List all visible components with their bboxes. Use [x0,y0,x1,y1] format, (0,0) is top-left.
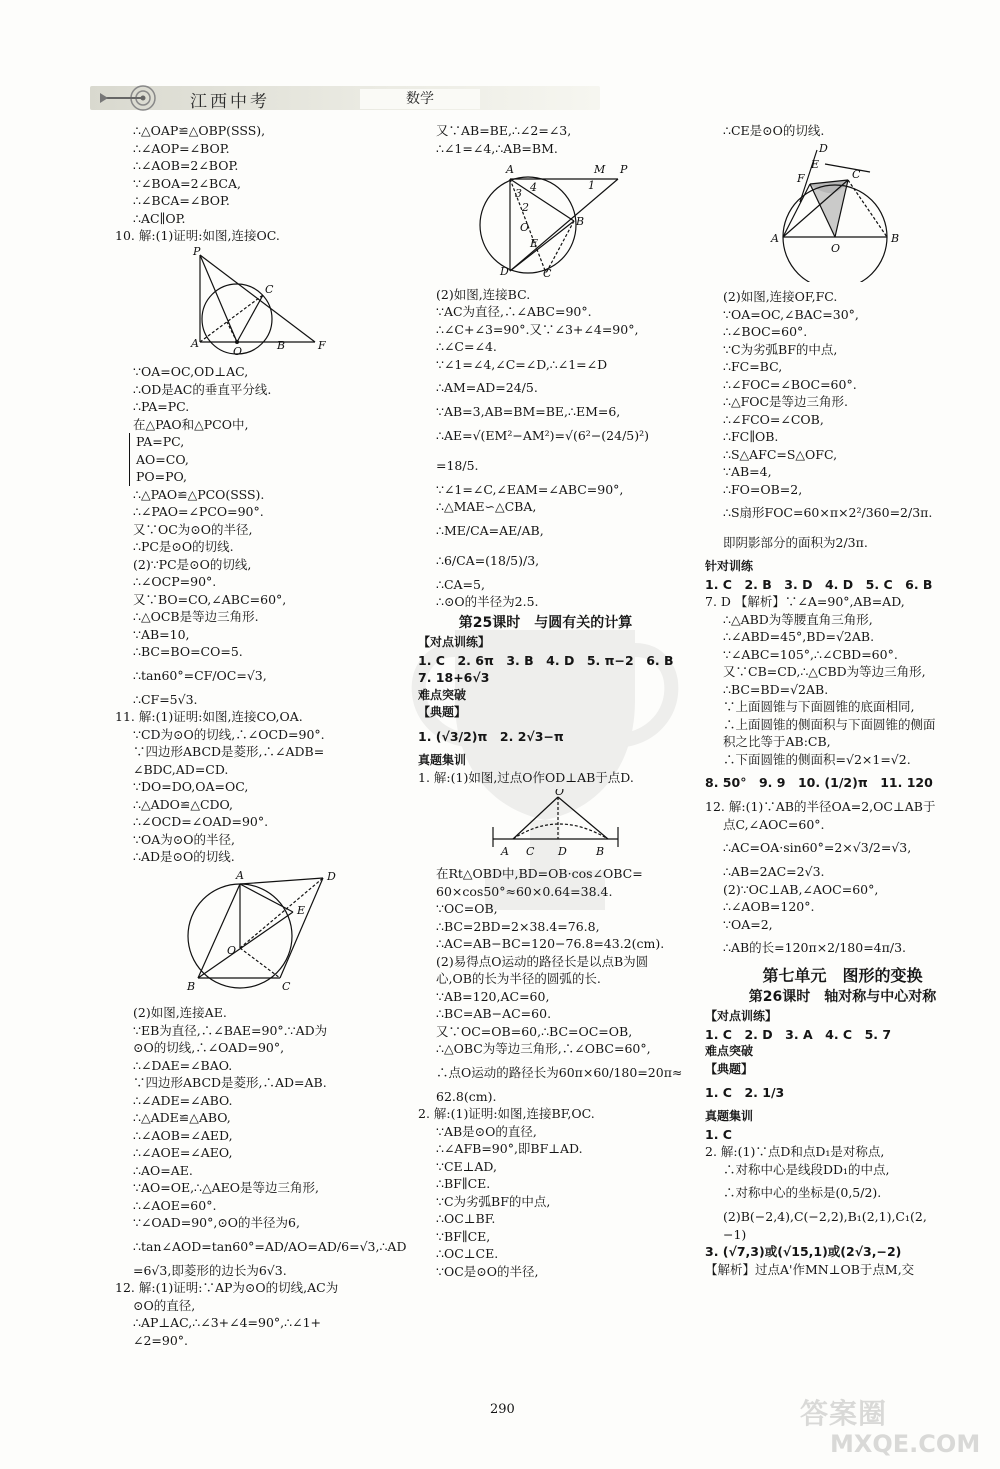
text-line: ∴AB的长=120π×2/180=4π/3. [723,940,906,955]
text-line: 又∵CB=CD,∴△CBD为等边三角形, [723,664,926,679]
text-line: ∴AE=√(EM²−AM²)=√(6²−(24/5)²) [436,427,650,443]
text-line: ∵AB=4, [723,464,772,479]
text-line: ∴BC=2BD=2×38.4=76.8, [436,918,600,934]
section-tag: 【典题】 [418,705,467,719]
section-tag: 难点突破 [418,687,467,702]
text-line: ∴△FOC是等边三角形. [723,394,849,409]
answer-row: 1. C 2. B 3. D 4. D 5. C 6. B [705,576,933,592]
fig-label: B [576,215,585,228]
fig-label: 1 [588,179,595,192]
fig-label: E [811,157,820,171]
text-line: ∴∠FCO=∠COB, [723,411,824,427]
answer-row: 1. C 2. 6π 3. B 4. D 5. π−2 6. B [418,652,674,668]
text-line: ∵OC是⊙O的半径, [436,1263,539,1279]
text-line: ∵上面圆锥与下面圆锥的底面相同, [723,699,915,714]
fig-label: A [191,336,199,350]
question-12: 12. 解:(1)证明:∵AP为⊙O的切线,AC为 [115,1280,339,1295]
text-line: ∴△OAP≌△OBP(SSS), [133,123,266,138]
text-line: ∴上面圆锥的侧面积与下面圆锥的侧面 [723,716,936,732]
text-line: (2)∵PC是⊙O的切线, [133,556,252,572]
text-line: ∴对称中心的坐标是(0,5/2). [723,1185,882,1200]
text-line: ∵AC为直径,∴∠ABC=90°. [436,304,592,319]
text-line: ∴∠BCA=∠BOP. [133,193,230,208]
text-line: ∴∠PAO=∠PCO=90°. [133,504,264,519]
text-line: ∴OC⊥BF. [436,1211,496,1226]
text-line: ∴ME/CA=AE/AB, [436,522,544,538]
text-line: ∴∠BOC=60°. [723,324,808,339]
section-tag: 【对点训练】 [418,635,491,649]
section-tag: 针对训练 [705,559,754,573]
text-line: 又∵BO=CO,∠ABC=60°, [133,591,287,607]
text-line: ∵∠1=∠C,∠EAM=∠ABC=90°, [436,481,624,497]
text-line: 又∵OC=OB=60,∴BC=OC=OB, [436,1023,633,1039]
text-line: ∵C为劣弧BF的中点, [723,341,838,357]
fig-label: D [500,265,509,278]
answer-row: 1. C 2. D 3. A 4. C 5. 7 [705,1026,892,1042]
section-tag: 难点突破 [705,1044,754,1058]
text-line: ∴BC=BO=CO=5. [133,644,243,659]
section-tag: 【典题】 [705,1061,754,1076]
text-line: ∴∠AOE=∠AEO, [133,1145,233,1160]
text-line: ∵AB=3,AB=BM=BE,∴EM=6, [436,404,621,419]
text-line: ∵OA为⊙O的半径, [133,831,235,847]
text-line: ∴AB=2AC=2√3. [723,864,825,879]
text-line: ∴AP⊥AC,∴∠3+∠4=90°,∴∠1+ [133,1315,322,1330]
section-tag: 真题集训 [705,1109,754,1123]
fig-label: O [520,221,530,234]
question-1: 1. 解:(1)如图,过点O作OD⊥AB于点D. [418,770,634,785]
system-line: PO=PO, [129,468,390,486]
text-line: ∴对称中心是线段DD₁的中点, [723,1161,890,1177]
text-line: =18/5. [436,457,479,473]
text-line: ∴点O运动的路径长为60π×60/180=20π≈ [436,1064,683,1080]
text-line: ∠2=90°. [133,1332,189,1348]
text-line: ∴AM=AD=24/5. [436,380,538,395]
text-line: ∴BF∥CE. [436,1176,491,1191]
text-line: 【解析】过点A'作MN⊥OB于点M,交 [705,1261,915,1277]
lesson-26-title: 第26课时 轴对称与中心对称 [748,988,937,1005]
text-line: ∴OD是AC的垂直平分线. [133,381,272,397]
text-line: 在△PAO和△PCO中, [133,416,249,432]
text-line: ∴FC=BC, [723,359,783,374]
text-line: ∵AO=OE,∴△AEO是等边三角形, [133,1180,319,1195]
text-line: 又∵OC为⊙O的半径, [133,521,253,537]
text-line: ∴AC∥OP. [133,210,186,226]
answer-column-middle [418,122,683,1280]
page-number: 290 [490,1402,515,1417]
section-tag: 真题集训 [418,752,467,767]
text-line: 60×cos50°≈60×0.64=38.4. [436,883,613,899]
text-line: ∵OC=OB, [436,901,498,916]
text-line: (2)B(−2,4),C(−2,2),B₁(2,1),C₁(2, [723,1209,927,1224]
text-line: ∴AC=OA·sin60°=2×√3/2=√3, [723,840,912,855]
text-line: 62.8(cm). [436,1088,497,1104]
figure-q2-shaded [705,142,965,282]
book-title: 江西中考 [190,92,270,112]
text-line: ⊙O的切线,∴∠OAD=90°, [133,1040,285,1055]
text-line: ∴tan60°=CF/OC=√3, [133,667,267,683]
text-line: ∴△OCB是等边三角形. [133,609,259,624]
text-line: (2)∵OC⊥AB,∠AOC=60°, [723,881,879,897]
fig-label: O [831,241,841,255]
text-line: ⊙O的直径, [133,1297,196,1313]
fig-label: A [506,163,514,176]
text-line: ∴6/CA=(18/5)/3, [436,552,540,568]
text-line: ∵AB=10, [133,626,190,642]
answer-row: 1. C [705,1126,732,1142]
text-line: ∴OC⊥CE. [436,1246,499,1261]
fig-label: B [187,979,196,993]
fig-label: A [236,868,244,882]
text-line: ∴⊙O的半径为2.5. [436,594,539,609]
text-line: ∴AO=AE. [133,1162,193,1178]
fig-label: E [297,903,306,917]
text-line: ∴BC=AB−AC=60. [436,1006,552,1021]
text-line: ∴CF=5√3. [133,691,198,707]
text-line: ∴PA=PC. [133,399,190,414]
unit-7-title: 第七单元 图形的变换 [762,966,923,985]
text-line: ∴AD是⊙O的切线. [133,849,235,864]
fig-label: 3 [515,187,522,200]
text-line: ∴∠DAE=∠BAO. [133,1057,233,1073]
text-line: ∴∠OCD=∠OAD=90°. [133,814,269,829]
figure-q10 [115,247,375,357]
text-line: ∴∠ABD=45°,BD=√2AB. [723,629,875,644]
text-line: ∠BDC,AD=CD. [133,761,229,777]
text-line: ∵OA=2, [723,916,773,932]
answer-column-left [115,122,407,1349]
figure-q11 [115,868,375,998]
text-line: ∵∠1=∠4,∠C=∠D,∴∠1=∠D [436,356,608,372]
text-line: ∵OA=OC,OD⊥AC, [133,364,249,379]
text-line: ∴CA=5, [436,576,485,592]
text-line: ∴AC=AB−BC=120−76.8=43.2(cm). [436,936,665,951]
text-line: ∵∠BOA=2∠BCA, [133,175,242,191]
text-line: ∵AB是⊙O的直径, [436,1123,537,1139]
text-line: ∵∠ABC=105°,∴∠CBD=60°. [723,646,898,662]
text-line: (2)如图,连接AE. [133,1005,227,1020]
text-line: ∴△ADO≌△CDO, [133,796,234,812]
system-line: AO=CO, [129,451,390,469]
fig-label: P [193,246,201,258]
text-line: ∴∠AOB=2∠BOP. [133,158,239,173]
text-line: ∴△OBC为等边三角形,∴∠OBC=60°, [436,1041,651,1056]
text-line: ∴tan∠AOD=tan60°=AD/AO=AD/6=√3,∴AD [133,1238,407,1254]
text-line: −1) [723,1226,747,1242]
text-line: ∴S△AFC=S△OFC, [723,446,838,462]
answer-row: 1. (√3/2)π 2. 2√3−π [418,728,564,744]
text-line: ∴∠AFB=90°,即BF⊥AD. [436,1141,583,1156]
text-line: ∴∠AOE=60°. [133,1197,217,1213]
fig-label: B [277,338,286,352]
text-line: ∴BC=BD=√2AB. [723,681,829,697]
fig-label: C [543,267,552,279]
text-line: ∵C为劣弧BF的中点, [436,1193,551,1209]
text-line: ∴∠C=∠4. [436,339,497,354]
text-line: ∵EB为直径,∴∠BAE=90°.∵AD为 [133,1022,328,1038]
text-line: ∴S扇形FOC=60×π×2²/360=2/3π. [723,505,933,520]
question-12: 12. 解:(1)∵AB的半径OA=2,OC⊥AB于 [705,799,936,814]
answer-row: 8. 50° 9. 9 10. (1/2)π 11. 120 [705,775,933,790]
text-line: ∵BF∥CE, [436,1228,491,1244]
text-line: 在Rt△OBD中,BD=OB·cos∠OBC= [436,866,643,881]
fig-label: B [596,844,605,858]
text-line: ∴∠FOC=∠BOC=60°. [723,376,857,392]
lesson-25-title: 第25课时 与圆有关的计算 [458,614,633,631]
question-11: 11. 解:(1)证明:如图,连接CO,OA. [115,709,303,724]
fig-label: O [555,788,565,798]
fig-label: F [797,171,805,185]
site-watermark-url: MXQE.COM [830,1430,981,1458]
fig-label: P [620,163,628,176]
text-line: ∴∠AOP=∠BOP. [133,140,230,156]
text-line: ∵四边形ABCD是菱形,∴∠ADB= [133,744,325,759]
fig-label: O [233,344,243,357]
fig-label: E [530,237,539,250]
text-line: ∴∠AOB=120°. [723,899,815,914]
text-line: ∴FC∥OB. [723,429,779,444]
text-line: (2)易得点O运动的路径长是以点B为圆 [436,953,649,969]
text-line: ∴△ABD为等腰直角三角形, [723,611,873,627]
site-watermark: 答案圈 [800,1397,888,1430]
figure-lesson25-q1 [418,789,668,859]
text-line: ∴PC是⊙O的切线. [133,539,234,554]
fig-label: 4 [530,181,537,194]
text-line: ∵DO=DO,OA=OC, [133,779,249,794]
subject-label: 数学 [360,89,480,109]
page-header [90,80,600,114]
text-line: ∵四边形ABCD是菱形,∴AD=AB. [133,1075,327,1090]
text-line: ∵CE⊥AD, [436,1158,497,1174]
fig-label: C [852,167,861,181]
text-line: ∴△MAE∽△CBA, [436,499,537,514]
answer-column-right [705,122,980,1278]
text-line: 又∵AB=BE,∴∠2=∠3, [436,123,572,138]
text-line: 即阴影部分的面积为2/3π. [723,535,868,550]
question-7: 7. D 【解析】∵∠A=90°,AB=AD, [705,594,905,609]
fig-label: D [327,869,336,883]
fig-label: O [227,943,237,957]
target-arrow-logo-icon [98,84,158,112]
text-line: ∴∠OCP=90°. [133,574,217,589]
text-line: 点C,∠AOC=60°. [723,816,825,832]
fig-label: B [891,231,900,245]
answer-row: 1. C 2. 1/3 [705,1085,785,1100]
text-line: 积之比等于AB:CB, [723,734,831,749]
answer-row: 7. 18+6√3 [418,670,490,685]
text-line: ∴∠C+∠3=90°.又∵∠3+∠4=90°, [436,321,639,337]
text-line: 心,OB的长为半径的圆弧的长. [436,971,601,986]
fig-label: M [594,163,606,176]
system-line: PA=PC, [129,433,390,451]
fig-label: A [771,231,779,245]
text-line: ∵CD为⊙O的切线,∴∠OCD=90°. [133,726,325,742]
question-10: 10. 解:(1)证明:如图,连接OC. [115,228,280,243]
text-line: (2)如图,连接OF,FC. [723,289,838,304]
question-2: 2. 解:(1)证明:如图,连接BF,OC. [418,1106,595,1121]
text-line: (2)如图,连接BC. [436,286,531,302]
text-line: ∵∠OAD=90°,⊙O的半径为6, [133,1215,300,1230]
fig-label: 2 [522,201,529,214]
header-banner [90,86,600,110]
text-line: ∴∠1=∠4,∴AB=BM. [436,140,558,156]
text-line: ∴∠AOB=∠AED, [133,1127,233,1143]
text-line: ∵AB=120,AC=60, [436,988,550,1004]
text-line: ∴CE是⊙O的切线. [723,123,825,138]
fig-label: D [558,844,567,858]
question-2: 2. 解:(1)∵点D和点D₁是对称点, [705,1144,885,1159]
text-line: ∴FO=OB=2, [723,481,803,497]
text-line: ∴∠ADE=∠ABO. [133,1092,233,1108]
fig-label: C [526,844,535,858]
text-line: =6√3,即菱形的边长为6√3. [133,1262,287,1278]
text-line: ∴△PAO≌△PCO(SSS). [133,486,265,502]
text-line: ∴下面圆锥的侧面积=√2×1=√2. [723,751,911,767]
answer-row: 3. (√7,3)或(√15,1)或(2√3,−2) [705,1244,902,1259]
section-tag: 【对点训练】 [705,1009,778,1023]
fig-label: C [282,979,291,993]
text-line: ∴△ADE≌△ABO, [133,1110,231,1125]
fig-label: C [265,282,274,296]
text-line: ∵OA=OC,∠BAC=30°, [723,306,859,322]
fig-label: D [819,141,828,155]
fig-label: F [318,338,326,352]
fig-label: A [501,844,509,858]
figure-q12 [418,159,668,279]
